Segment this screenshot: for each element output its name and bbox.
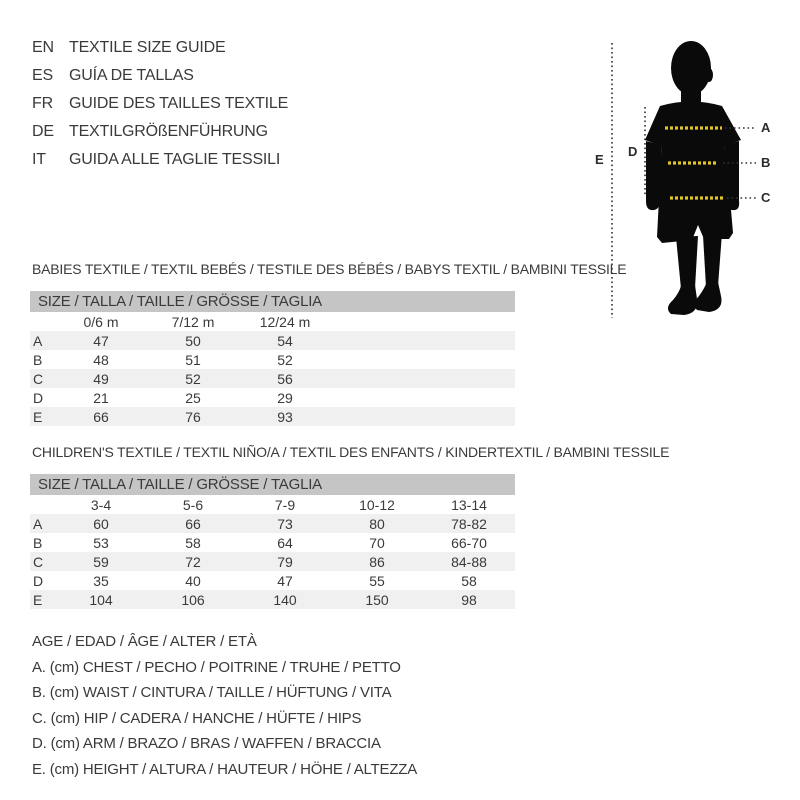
row-label: A [33, 332, 43, 349]
column-header: 13-14 [451, 496, 487, 513]
language-code: EN [32, 39, 54, 56]
hip-label: C [761, 190, 771, 205]
page-title: TEXTILE SIZE GUIDE [69, 39, 226, 56]
table-row [30, 369, 515, 388]
table-cell: 106 [181, 591, 205, 608]
children-size-table [30, 474, 515, 609]
table-row [30, 514, 515, 533]
column-header: 7-9 [274, 496, 296, 513]
column-header: 7/12 m [171, 313, 215, 330]
column-header: 10-12 [359, 496, 395, 513]
row-label: C [33, 553, 44, 570]
silhouette-left-shoe [668, 285, 697, 315]
table-cell: 53 [93, 534, 109, 551]
list-item [32, 118, 288, 146]
table-cell: 78-82 [451, 515, 487, 532]
table-cell: 84-88 [451, 553, 487, 570]
height-legend: E. (cm) HEIGHT / ALTURA / HAUTEUR / HÖHE / ALTEZZA [32, 760, 418, 778]
table-cell: 140 [273, 591, 297, 608]
table-cell: 35 [93, 572, 109, 589]
row-label: B [33, 534, 43, 551]
hip-legend: C. (cm) HIP / CADERA / HANCHE / HÜFTE / HIPS [32, 709, 362, 727]
arm-label: D [628, 144, 638, 159]
table-cell: 51 [185, 351, 201, 368]
table-cell: 50 [185, 332, 201, 349]
column-header: 12/24 m [259, 313, 311, 330]
table-cell: 54 [277, 332, 293, 349]
table-cell: 48 [93, 351, 109, 368]
waist-label: B [761, 155, 771, 170]
table-row [30, 590, 515, 609]
page-title: GUIDA ALLE TAGLIE TESSILI [69, 151, 281, 168]
table-cell: 73 [277, 515, 293, 532]
page-title: GUIDE DES TAILLES TEXTILE [69, 95, 289, 112]
table-cell: 72 [185, 553, 201, 570]
language-code: FR [32, 95, 53, 112]
column-header: 0/6 m [83, 313, 119, 330]
children-section-title: CHILDREN'S TEXTILE / TEXTIL NIÑO/A / TEXTIL DES ENFANTS / KINDERTEXTIL / BAMBINI TESSILE [32, 444, 670, 460]
row-label: B [33, 351, 43, 368]
table-cell: 66 [185, 515, 201, 532]
table-header-row [30, 495, 515, 514]
table-row [30, 552, 515, 571]
table-cell: 70 [369, 534, 385, 551]
table-cell: 104 [89, 591, 113, 608]
babies-size-table [30, 291, 515, 426]
table-cell: 40 [185, 572, 201, 589]
table-cell: 98 [461, 591, 477, 608]
table-cell: 58 [185, 534, 201, 551]
chest-legend: A. (cm) CHEST / PECHO / POITRINE / TRUHE / PETTO [32, 658, 401, 676]
age-legend: AGE / EDAD / ÂGE / ALTER / ETÀ [32, 633, 257, 650]
table-cell: 58 [461, 572, 477, 589]
list-item [32, 62, 288, 90]
table-cell: 60 [93, 515, 109, 532]
table-cell: 47 [277, 572, 293, 589]
table-cell: 25 [185, 389, 201, 406]
table-cell: 29 [277, 389, 293, 406]
row-label: A [33, 515, 43, 532]
silhouette-left-leg [676, 236, 698, 289]
table-cell: 56 [277, 370, 293, 387]
waist-legend: B. (cm) WAIST / CINTURA / TAILLE / HÜFTUNG / VITA [32, 684, 392, 702]
table-cell: 76 [185, 408, 201, 425]
row-label: D [33, 389, 44, 406]
language-code: DE [32, 123, 54, 140]
table-cell: 52 [277, 351, 293, 368]
table-cell: 64 [277, 534, 293, 551]
silhouette-right-shoe [694, 282, 721, 312]
table-cell: 93 [277, 408, 293, 425]
table-cell: 66-70 [451, 534, 487, 551]
babies-section-title: BABIES TEXTILE / TEXTIL BEBÉS / TESTILE DES BÉBÉS / BABYS TEXTIL / BAMBINI TESSILE [32, 261, 627, 277]
table-row [30, 407, 515, 426]
chest-label: A [761, 120, 771, 135]
height-label: E [595, 152, 604, 167]
table-cell: 80 [369, 515, 385, 532]
row-label: D [33, 572, 44, 589]
table-cell: 86 [369, 553, 385, 570]
table-cell: 150 [365, 591, 389, 608]
list-item [32, 90, 288, 118]
table-cell: 47 [93, 332, 109, 349]
row-label: C [33, 370, 44, 387]
child-silhouette [645, 41, 741, 315]
row-label: E [33, 591, 43, 608]
page-title: GUÍA DE TALLAS [69, 67, 194, 84]
size-bar: SIZE / TALLA / TAILLE / GRÖSSE / TAGLIA [30, 291, 515, 312]
table-row [30, 533, 515, 552]
silhouette-right-leg [703, 233, 722, 287]
table-cell: 49 [93, 370, 109, 387]
table-cell: 59 [93, 553, 109, 570]
table-row [30, 571, 515, 590]
table-cell: 66 [93, 408, 109, 425]
table-row [30, 388, 515, 407]
table-header-row [30, 312, 515, 331]
language-code: IT [32, 151, 46, 168]
silhouette-ear [705, 68, 713, 82]
table-row [30, 331, 515, 350]
column-header: 3-4 [90, 496, 112, 513]
measurement-legend [32, 629, 417, 783]
table-cell: 21 [93, 389, 109, 406]
list-item [32, 146, 288, 174]
language-title-list [32, 34, 288, 174]
table-cell: 52 [185, 370, 201, 387]
page-title: TEXTILGRÖßENFÜHRUNG [69, 123, 268, 140]
arm-legend: D. (cm) ARM / BRAZO / BRAS / WAFFEN / BRACCIA [32, 735, 381, 753]
table-cell: 79 [277, 553, 293, 570]
table-cell: 55 [369, 572, 385, 589]
table-row [30, 350, 515, 369]
child-silhouette-figure [585, 30, 800, 330]
language-code: ES [32, 67, 53, 84]
row-label: E [33, 408, 43, 425]
column-header: 5-6 [182, 496, 204, 513]
list-item [32, 34, 288, 62]
size-bar: SIZE / TALLA / TAILLE / GRÖSSE / TAGLIA [30, 474, 515, 495]
